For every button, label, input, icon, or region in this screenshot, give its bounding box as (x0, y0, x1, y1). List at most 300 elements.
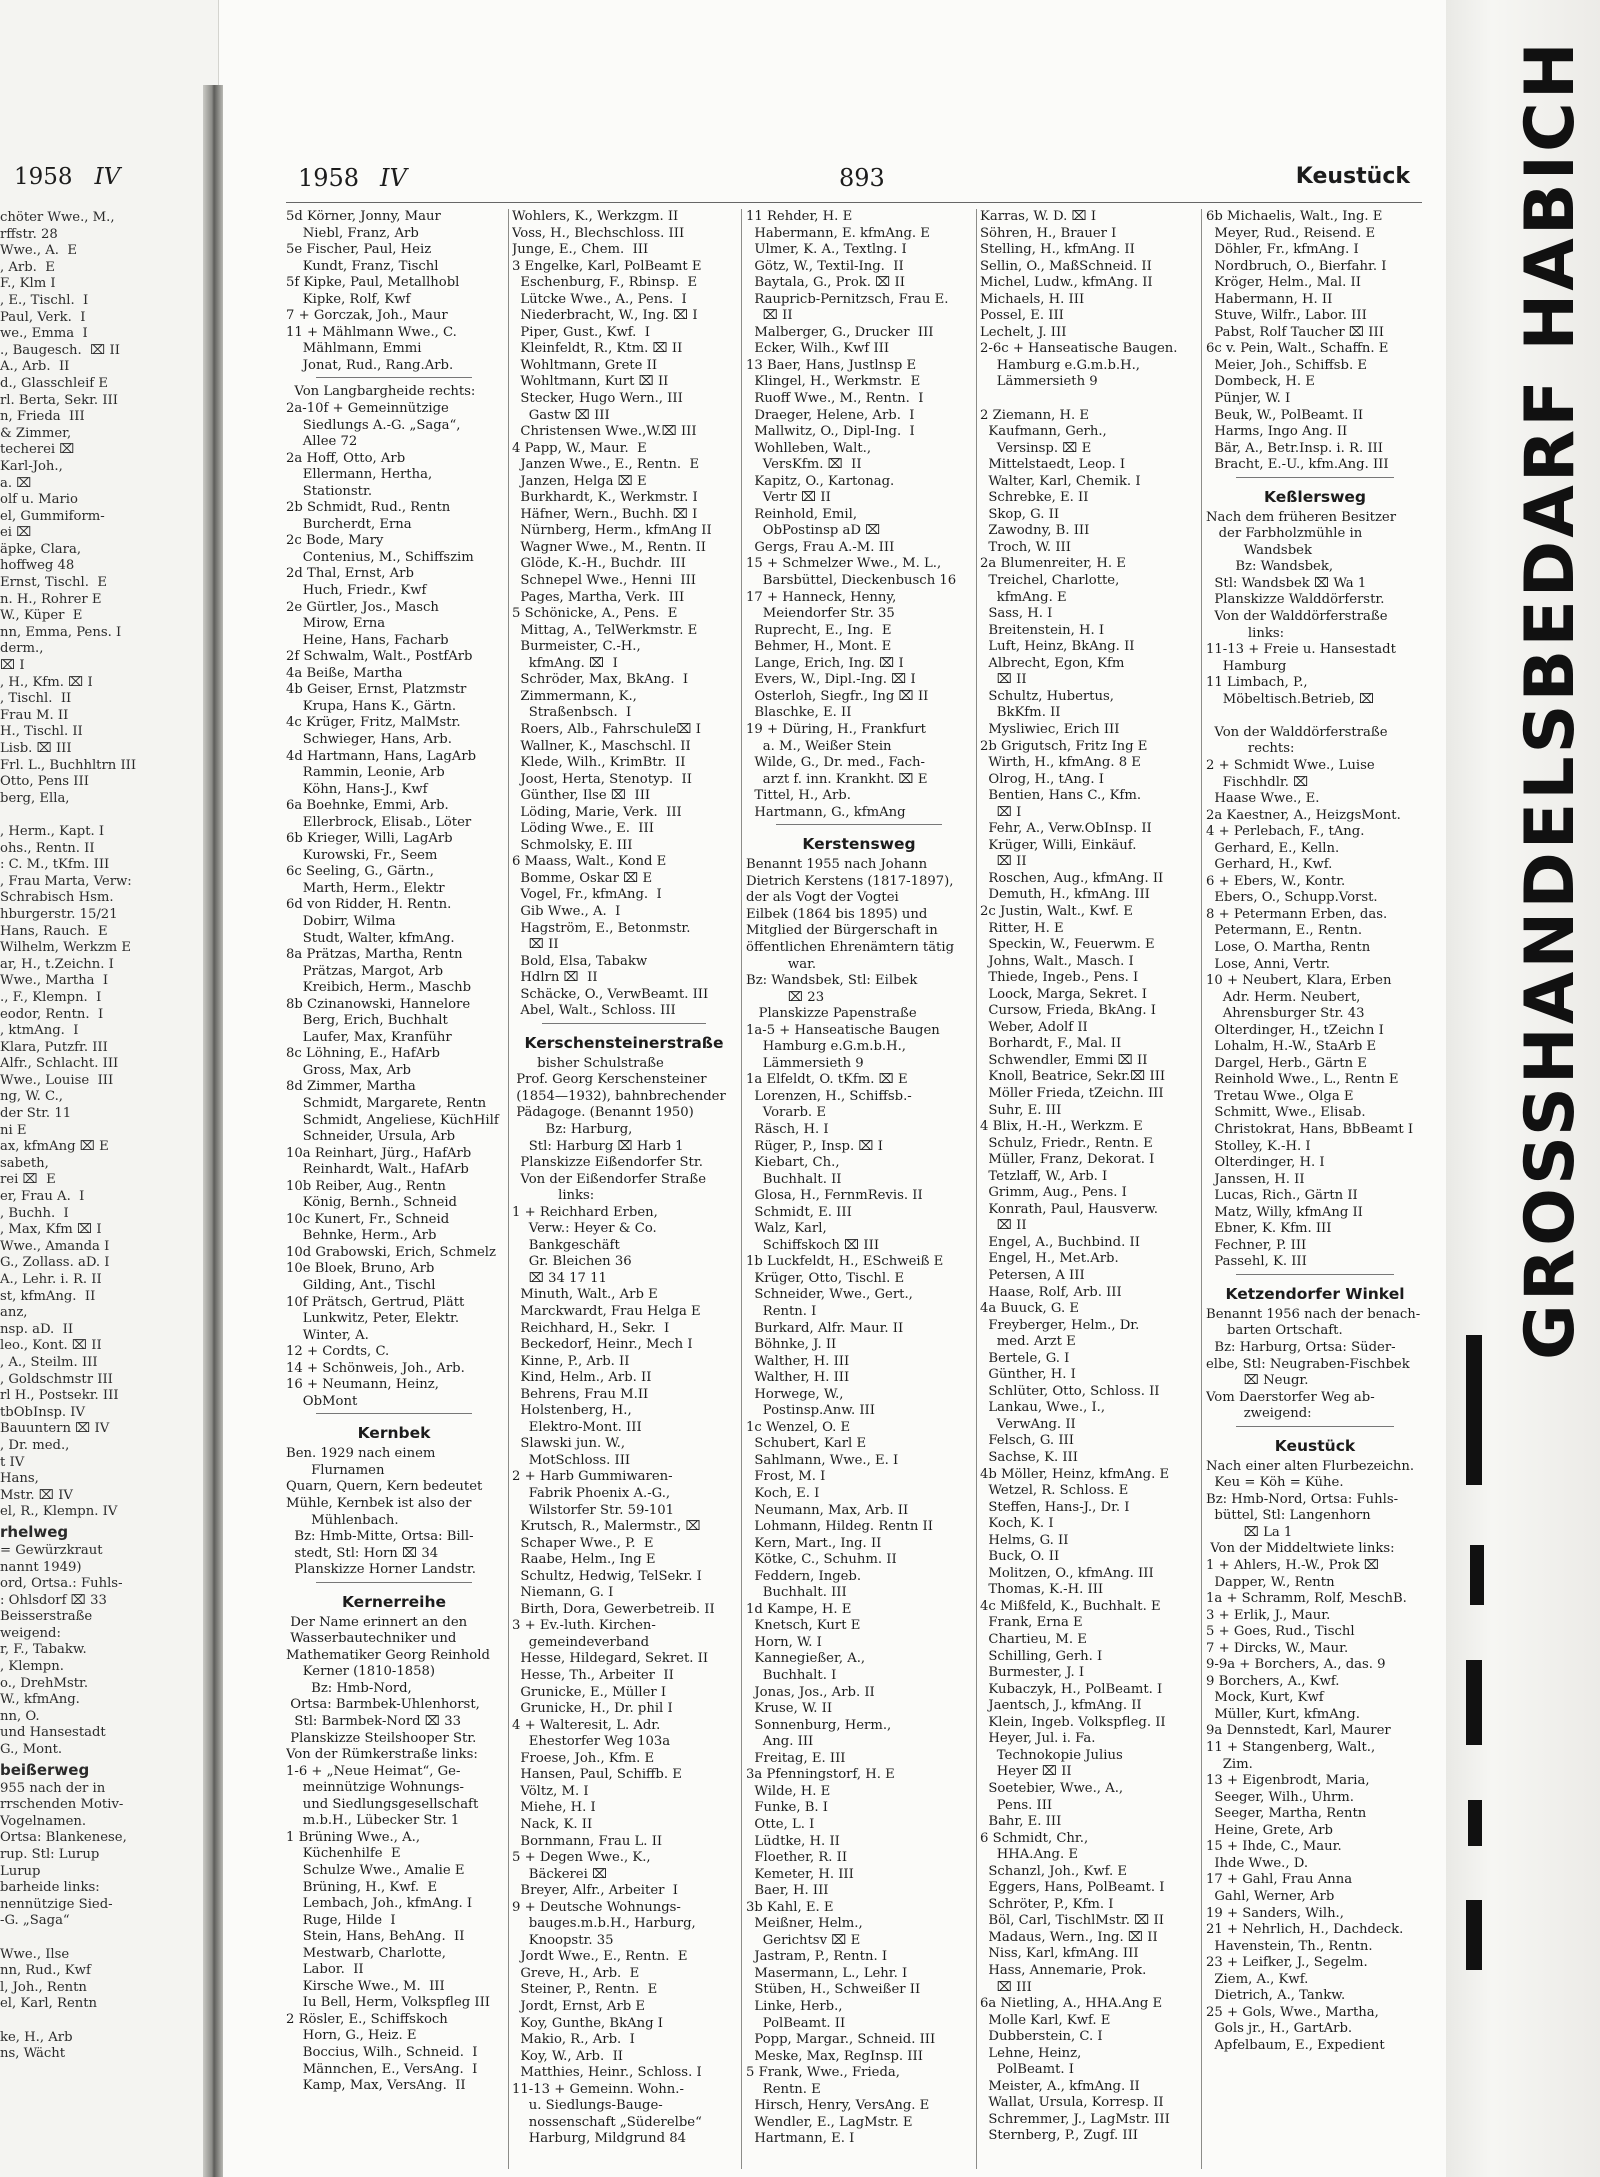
directory-line: Lohmann, Hildeg. Rentn II (746, 1519, 933, 1535)
directory-line: Loock, Marga, Sekret. I (980, 986, 1147, 1002)
directory-line: Günther, Ilse ⌧ III (512, 788, 651, 804)
directory-line: Lunkwitz, Peter, Elektr. (286, 1311, 460, 1327)
directory-line: Demuth, H., kfmAng. III (980, 887, 1150, 903)
directory-line: Johns, Walt., Masch. I (980, 953, 1134, 969)
directory-line: 4 + Walteresit, L. Adr. (512, 1717, 661, 1733)
directory-line: Rentn. E (746, 2081, 821, 2097)
directory-line: Hamburg (1206, 658, 1287, 674)
directory-line: Pünjer, W. I (1206, 391, 1291, 407)
directory-line: Gr. Bleichen 36 (512, 1254, 632, 1270)
directory-line: Baer, H. III (746, 1883, 829, 1899)
directory-line: Wallat, Ursula, Korresp. II (980, 2095, 1164, 2111)
directory-line (1206, 708, 1424, 725)
directory-line: Wetzel, R. Schloss. E (980, 1483, 1129, 1499)
left-page-line: el, R., Klempn. IV (0, 1504, 118, 1520)
directory-line: 11 Limbach, P., (1206, 675, 1308, 691)
left-page-line: , Frau Marta, Verw: (0, 873, 132, 889)
directory-line: Schmolsky, E. III (512, 837, 633, 853)
left-page-line: Paul, Verk. I (0, 309, 86, 325)
directory-line: Ziem, A., Kwf. (1206, 1971, 1309, 1987)
directory-line: Malberger, G., Drucker III (746, 324, 934, 340)
directory-line: Bahr, E. III (980, 1814, 1062, 1830)
directory-line: Elektro-Mont. III (512, 1419, 642, 1435)
directory-line: elbe, Stl: Neugraben-Fischbek (1206, 1356, 1410, 1372)
directory-line: 23 + Leifker, J., Segelm. (1206, 1955, 1368, 1971)
directory-line: Bracht, E.-U., kfm.Ang. III (1206, 457, 1389, 473)
directory-line: 2c Bode, Mary (286, 533, 384, 549)
left-page-header (14, 164, 120, 190)
left-page-line: Ortsa: Blankenese, (0, 1830, 127, 1846)
directory-line: 2d Thal, Ernst, Arb (286, 566, 414, 582)
directory-line: 8d Zimmer, Martha (286, 1079, 416, 1095)
directory-line: Schäcke, O., VerwBeamt. III (512, 986, 709, 1002)
directory-line: Verw.: Heyer & Co. (512, 1221, 657, 1237)
directory-line: Wagner Wwe., M., Rentn. II (512, 539, 707, 555)
directory-line: Laufer, Max, Kranführ (286, 1029, 452, 1045)
directory-line: 3 + Erlik, J., Maur. (1206, 1607, 1331, 1623)
left-page-line: F., Klm I (0, 276, 56, 292)
directory-line: Ecker, Wilh., Kwf III (746, 341, 890, 357)
directory-line: Lucas, Rich., Gärtn II (1206, 1188, 1358, 1204)
directory-line: Ellerbrock, Elisab., Löter (286, 814, 472, 830)
directory-line: Bär, A., Betr.Insp. i. R. III (1206, 440, 1383, 456)
left-page-line: barheide links: (0, 1880, 100, 1896)
left-page-line: o., DrehMstr. (0, 1675, 89, 1691)
left-page-line: G., Zollass. aD. I (0, 1255, 110, 1271)
directory-line: Schubert, Karl E (746, 1436, 867, 1452)
directory-line: Koy, W., Arb. II (512, 2048, 623, 2064)
directory-line: Ang. III (746, 1734, 814, 1750)
directory-line: Heine, Hans, Facharb (286, 632, 449, 648)
directory-line: Hesse, Hildegard, Sekret. II (512, 1651, 709, 1667)
directory-line: stedt, Stl: Horn ⌧ 34 (286, 1545, 439, 1561)
directory-line: Flurnamen (286, 1462, 385, 1478)
left-page-line: : Ohlsdorf ⌧ 33 (0, 1592, 107, 1608)
directory-line: Possel, E. III (980, 308, 1064, 324)
directory-line: Burcherdt, Erna (286, 516, 412, 532)
directory-line: Dargel, Herb., Gärtn E (1206, 1055, 1367, 1071)
left-page-line: rffstr. 28 (0, 226, 58, 242)
directory-line: 4d Hartmann, Hans, LagArb (286, 748, 477, 764)
directory-line: Siedlungs A.-G. „Saga“, (286, 417, 461, 433)
left-page-line: rl. Berta, Sekr. III (0, 392, 118, 408)
directory-line: Mühlenbach. (286, 1512, 399, 1528)
directory-line: Gross, Max, Arb (286, 1062, 411, 1078)
directory-line: Michel, Ludw., kfmAng. II (980, 275, 1153, 291)
left-page-line: Schrabisch Hsm. (0, 890, 114, 906)
book-gutter (203, 85, 223, 2177)
directory-line: Grunicke, H., Dr. phil I (512, 1701, 673, 1717)
directory-line: Burkhardt, K., Werkmstr. I (512, 490, 698, 506)
directory-line: Vorarb. E (746, 1105, 826, 1121)
directory-line: Reinhardt, Walt., HafArb (286, 1162, 469, 1178)
directory-line: Jordt, Ernst, Arb E (512, 1998, 646, 2014)
left-page-line: rei ⌧ E (0, 1172, 56, 1188)
directory-line: Sonnenburg, Herm., (746, 1717, 892, 1733)
directory-line: Von der Walddörferstraße (1206, 609, 1388, 625)
left-page-line: berg, Ella, (0, 790, 70, 806)
left-page-line: el, Gummiform- (0, 508, 105, 524)
directory-line: 2e Gürtler, Jos., Masch (286, 599, 439, 615)
directory-line: Wohlers, K., Werkzgm. II (512, 209, 679, 224)
directory-line: Schilling, Gerh. I (980, 1648, 1103, 1664)
directory-line: Janzen Wwe., E., Rentn. E (512, 457, 700, 473)
directory-line: 25 + Gols, Wwe., Martha, (1206, 2004, 1379, 2020)
directory-line: Petersen, A III (980, 1268, 1085, 1283)
directory-line: Matthies, Heinr., Schloss. I (512, 2065, 702, 2081)
directory-line: Kern, Mart., Ing. II (746, 1535, 882, 1551)
directory-line: 2f Schwalm, Walt., PostfArb (286, 649, 473, 665)
directory-line: Labor. II (286, 1962, 364, 1978)
section-rule (1236, 1426, 1394, 1427)
directory-line: Wohlleben, Walt., (746, 440, 872, 456)
street-heading: Kerschensteinerstraße (524, 1033, 724, 1052)
directory-line: Behmer, H., Mont. E (746, 639, 892, 655)
directory-line: 5 Schönicke, A., Pens. E (512, 606, 678, 622)
directory-line: Felsch, G. III (980, 1433, 1074, 1449)
directory-line: Lütcke Wwe., A., Pens. I (512, 291, 687, 307)
left-page (0, 0, 219, 2177)
left-page-line: und Hansestadt (0, 1725, 106, 1741)
left-page-line: -G. „Saga“ (0, 1913, 70, 1929)
directory-line: Lorenzen, H., Schiffsb.- (746, 1088, 912, 1104)
directory-line: Tetzlaff, W., Arb. I (980, 1168, 1108, 1184)
directory-line: 9 + Deutsche Wohnungs- (512, 1899, 681, 1915)
directory-line: Floether, R. II (746, 1850, 848, 1866)
left-page-line: t IV (0, 1454, 25, 1470)
directory-line: Nürnberg, Herm., kfmAng II (512, 523, 712, 539)
section-rule (1236, 1274, 1394, 1275)
directory-line: Niederbracht, W., Ing. ⌧ I (512, 308, 698, 324)
directory-line: Walther, H. III (746, 1353, 850, 1369)
left-page-line: , Buchh. I (0, 1205, 69, 1221)
directory-line: Bz: Wandsbek, (1206, 559, 1334, 575)
directory-line: Heine, Grete, Arb (1206, 1822, 1333, 1838)
directory-line: Hagström, E., Betonmstr. (512, 920, 691, 936)
left-page-line: Karl-Joh., (0, 458, 63, 474)
left-page-line: 955 nach der in (0, 1780, 106, 1796)
directory-line: Olterdinger, H., tZeichn I (1206, 1022, 1384, 1038)
street-heading: Kernbek (357, 1424, 431, 1443)
directory-line: Beuk, W., PolBeamt. II (1206, 407, 1364, 423)
directory-line: Harms, Ingo Ang. II (1206, 424, 1348, 440)
directory-line: 11-13 + Gemeinn. Wohn.- (512, 2081, 684, 2097)
directory-line: Ellermann, Hertha, (286, 467, 433, 483)
left-page-line: ei ⌧ (0, 525, 32, 541)
directory-line: Koch, E. I (746, 1486, 820, 1502)
directory-line: Haase, Rolf, Arb. III (980, 1284, 1122, 1300)
directory-line: Vogel, Fr., kfmAng. I (512, 887, 662, 903)
directory-line: 10c Kunert, Fr., Schneid (286, 1211, 450, 1227)
directory-line: Passehl, K. III (1206, 1254, 1307, 1270)
directory-line: 6b Krieger, Willi, LagArb (286, 831, 453, 847)
directory-line: Gib Wwe., A. I (512, 903, 621, 919)
directory-line: Neumann, Max, Arb. II (746, 1502, 909, 1518)
directory-line: Vertr ⌧ II (746, 490, 831, 506)
directory-line: 6 + Ebers, W., Kontr. (1206, 873, 1346, 889)
directory-line: Rentn. I (746, 1304, 817, 1319)
directory-line: Gols jr., H., GartArb. (1206, 2021, 1353, 2037)
directory-line: 8b Czinanowski, Hannelore (286, 996, 471, 1012)
left-page-line: der Str. 11 (0, 1106, 72, 1122)
left-page-line: n. H., Rohrer E (0, 591, 102, 607)
directory-line: 10a Reinhart, Jürg., HafArb (286, 1145, 472, 1161)
directory-line: Rammin, Leonie, Arb (286, 765, 445, 781)
directory-line: Hansen, Paul, Schiffb. E (512, 1767, 682, 1783)
directory-line: 11 + Stangenberg, Walt., (1206, 1740, 1376, 1756)
section-rule (1236, 477, 1394, 478)
directory-line: Blaschke, E. II (746, 705, 852, 721)
left-page-line: ar, H., t.Zeichn. I (0, 956, 114, 972)
directory-line: Müller, Franz, Dekorat. I (980, 1152, 1155, 1168)
directory-line: Gilding, Ant., Tischl (286, 1278, 436, 1293)
directory-line: Kötke, C., Schuhm. II (746, 1552, 897, 1568)
directory-line: Brüning, H., Kwf. E (286, 1879, 438, 1895)
directory-line: Habermann, H. II (1206, 291, 1333, 307)
directory-line: 2c Justin, Walt., Kwf. E (980, 903, 1133, 919)
left-page-line (0, 1930, 200, 1947)
left-page-line (0, 807, 200, 824)
directory-line: Zim. (1206, 1756, 1253, 1772)
directory-line: Mathematiker Georg Reinhold (286, 1647, 490, 1663)
directory-line: meinnützige Wohnungs- (286, 1780, 464, 1796)
directory-line: Kerner (1810-1858) (286, 1664, 436, 1680)
directory-line: Planskizze Papenstraße (746, 1006, 917, 1022)
directory-line: Sachse, K. III (980, 1450, 1078, 1466)
directory-line: Bold, Elsa, Tabakw (512, 953, 648, 969)
directory-line: Ihde Wwe., D. (1206, 1855, 1309, 1871)
directory-line: Möller Frieda, tZeichn. III (980, 1085, 1164, 1101)
directory-line: Der Name erinnert an den (286, 1614, 468, 1630)
directory-line: 11 + Mählmann Wwe., C. (286, 324, 457, 340)
directory-line: Jaentsch, J., kfmAng. II (980, 1698, 1142, 1714)
left-page-line: hoffweg 48 (0, 558, 75, 574)
directory-line: Hdlrn ⌧ II (512, 970, 598, 986)
directory-line: 13 Baer, Hans, Justlnsp E (746, 357, 917, 373)
directory-line: Schrebke, E. II (980, 490, 1089, 506)
left-page-year: 1958 (14, 164, 73, 190)
directory-line: ⌧ I (980, 804, 1022, 820)
directory-line: Michaels, H. III (980, 291, 1085, 307)
left-page-line: , Goldschmstr III (0, 1371, 113, 1387)
directory-line: Bz: Harburg, (512, 1121, 633, 1137)
directory-line: kfmAng. E (980, 589, 1067, 605)
directory-line: Seeger, Wilh., Uhrm. (1206, 1789, 1354, 1805)
directory-line: PolBeamt. II (746, 2015, 846, 2031)
directory-line: Nordbruch, O., Bierfahr. I (1206, 258, 1387, 274)
left-page-line: , E., Tischl. I (0, 292, 89, 308)
directory-line: 1a + Schramm, Rolf, MeschB. (1206, 1591, 1407, 1607)
left-page-line: olf u. Mario (0, 492, 78, 508)
directory-line: Winter, A. (286, 1327, 369, 1343)
directory-line: Fehr, A., Verw.ObInsp. II (980, 821, 1152, 837)
directory-line: Klede, Wilh., KrimBtr. II (512, 755, 686, 771)
directory-line: Technokopie Julius (980, 1747, 1123, 1763)
directory-line: 1 + Ahlers, H.-W., Prok ⌧ (1206, 1558, 1380, 1574)
directory-line: Jonas, Jos., Arb. II (746, 1684, 875, 1700)
directory-line: Krüger, Otto, Tischl. E (746, 1270, 905, 1286)
left-page-line: ni E (0, 1122, 27, 1138)
directory-line: Minuth, Walt., Arb E (512, 1287, 658, 1303)
directory-line: 3a Pfenningstorf, H. E (746, 1767, 895, 1783)
column-5 (1206, 209, 1424, 2169)
column-3 (746, 209, 972, 2169)
directory-line: Beckedorf, Heinr., Mech I (512, 1337, 693, 1353)
directory-line: Lüdtke, H. II (746, 1833, 840, 1849)
directory-line: a. M., Weißer Stein (746, 738, 892, 754)
directory-line: Von der Walddörferstraße (1206, 724, 1388, 740)
directory-line: 9a Dennstedt, Karl, Maurer (1206, 1723, 1391, 1739)
directory-line: Voss, H., Blechschloss. III (512, 225, 685, 241)
directory-line: 6a Boehnke, Emmi, Arb. (286, 798, 449, 814)
directory-line: Vom Daerstorfer Weg ab- (1206, 1389, 1375, 1405)
directory-line: Lose, O. Martha, Rentn (1206, 939, 1371, 955)
left-page-line: ., Baugesch. ⌧ II (0, 342, 120, 358)
directory-line: 13 + Eigenbrodt, Maria, (1206, 1773, 1370, 1789)
directory-line: Krüger, Willi, Einkäuf. (980, 837, 1137, 853)
directory-line: 11-13 + Freie u. Hansestadt (1206, 642, 1396, 658)
directory-line: Lohalm, H.-W., StaArb E (1206, 1039, 1377, 1055)
directory-line: Wohltmann, Grete II (512, 357, 658, 373)
directory-line: Adr. Herm. Neubert, (1206, 989, 1361, 1005)
directory-line: Christensen Wwe.,W.⌧ III (512, 424, 697, 440)
directory-line: Meier, Joh., Schiffsb. E (1206, 357, 1367, 373)
left-page-line: tbObInsp. IV (0, 1404, 86, 1420)
directory-line: 2a Kaestner, A., HeizgsMont. (1206, 807, 1401, 823)
directory-line: Steffen, Hans-J., Dr. I (980, 1499, 1130, 1515)
directory-line: gemeindeverband (512, 1634, 650, 1650)
left-page-line: derm., (0, 641, 44, 657)
directory-line: Walther, H. III (746, 1370, 850, 1386)
directory-line: Reinhold Wwe., L., Rentn E (1206, 1072, 1399, 1088)
directory-line: Straßenbsch. I (512, 705, 632, 721)
left-page-line: ohs., Rentn. II (0, 840, 95, 856)
directory-line: Gahl, Werner, Arb (1206, 1888, 1335, 1904)
directory-line: Draeger, Helene, Arb. I (746, 407, 915, 423)
directory-line: Jonat, Rud., Rang.Arb. (286, 357, 454, 373)
left-page-line: Otto, Pens III (0, 774, 89, 790)
left-page-line (0, 2013, 200, 2030)
left-page-line: Mstr. ⌧ IV (0, 1487, 73, 1503)
directory-line: Suhr, E. III (980, 1102, 1062, 1118)
directory-line: König, Bernh., Schneid (286, 1195, 457, 1211)
directory-line: 8c Löhning, E., HafArb (286, 1046, 440, 1062)
directory-line: Horn, W. I (746, 1634, 822, 1650)
directory-line: 9 Borchers, A., Kwf. (1206, 1673, 1340, 1689)
directory-line: nossenschaft „Süderelbe“ (512, 2114, 702, 2130)
left-page-line: , ktmAng. I (0, 1023, 79, 1039)
left-page-line: Wwe., Ilse (0, 1946, 70, 1962)
directory-line: Borhardt, F., Mal. II (980, 1036, 1122, 1052)
left-page-line: l, Joh., Rentn (0, 1979, 87, 1995)
directory-line: Schneider, Wwe., Gert., (746, 1287, 913, 1303)
directory-line: Baytala, G., Prok. ⌧ II (746, 275, 905, 291)
directory-line: 5f Kipke, Paul, Metallhobl (286, 275, 460, 291)
directory-line: ⌧ II (746, 308, 793, 324)
page-header (298, 164, 1416, 198)
directory-line: Kind, Helm., Arb. II (512, 1370, 652, 1386)
directory-line: Lehne, Heinz, (980, 2045, 1082, 2061)
directory-line: Kruse, W. II (746, 1701, 833, 1717)
directory-line: 5 + Goes, Rud., Tischl (1206, 1624, 1355, 1640)
left-page-line: ax, kfmAng ⌧ E (0, 1139, 109, 1155)
left-page-line: Alfr., Schlacht. III (0, 1056, 119, 1072)
directory-line: 15 + Ihde, C., Maur. (1206, 1839, 1342, 1855)
page-year: 1958 (298, 164, 360, 192)
directory-line: Popp, Margar., Schneid. III (746, 2032, 936, 2048)
directory-line: 14 + Schönweis, Joh., Arb. (286, 1360, 465, 1376)
left-page-line: : C. M., tKfm. III (0, 857, 110, 873)
directory-line: ⌧ II (512, 937, 559, 953)
directory-line: Sahlmann, Wwe., E. I (746, 1452, 899, 1468)
directory-line: Fechner, P. III (1206, 1237, 1307, 1253)
directory-line: Breyer, Alfr., Arbeiter I (512, 1883, 679, 1899)
left-page-line: anz, (0, 1305, 28, 1321)
directory-line: Schanzl, Joh., Kwf. E (980, 1863, 1128, 1879)
left-page-line: ., F., Klempn. I (0, 989, 102, 1005)
directory-line: Hesse, Th., Arbeiter II (512, 1668, 674, 1684)
directory-line: Harburg, Mildgrund 84 (512, 2131, 687, 2147)
directory-line: Funke, B. I (746, 1800, 828, 1816)
directory-line: Lose, Anni, Vertr. (1206, 956, 1330, 972)
directory-line: 2 + Harb Gummiwaren- (512, 1469, 673, 1485)
directory-line: war. (746, 956, 817, 972)
directory-line: 5 Frank, Wwe., Frieda, (746, 2065, 900, 2081)
directory-line: Gerhard, E., Kelln. (1206, 840, 1340, 856)
directory-line: Nack, K. II (512, 1816, 593, 1832)
directory-line: Iu Bell, Herm, Volkspfleg III (286, 1995, 491, 2011)
directory-line: Bz: Hmb-Nord, Ortsa: Fuhls- (1206, 1491, 1399, 1507)
directory-line: Skop, G. II (980, 506, 1060, 522)
directory-line: Frank, Erna E (980, 1615, 1083, 1631)
directory-line: ⌧ II (980, 854, 1027, 870)
directory-line: PolBeamt. I (980, 2062, 1075, 2078)
directory-line: Schmidt, E. III (746, 1204, 852, 1220)
directory-line: Konrath, Paul, Hausverw. (980, 1201, 1158, 1217)
directory-line: ⌧ II (980, 672, 1027, 688)
directory-line: ⌧ Neugr. (1206, 1373, 1309, 1389)
directory-line: 4b Geiser, Ernst, Platzmstr (286, 682, 467, 698)
directory-line: Burmeister, C.-H., (512, 639, 641, 655)
section-rule (316, 1413, 472, 1414)
directory-line: 1 Brüning Wwe., A., (286, 1829, 421, 1845)
left-page-line: , Max, Kfm ⌧ I (0, 1222, 102, 1238)
directory-line: Kiebart, Ch., (746, 1155, 840, 1171)
directory-line: Jastram, P., Rentn. I (746, 1949, 888, 1965)
directory-line: Ruoff Wwe., M., Rentn. I (746, 391, 924, 407)
left-page-line: , Tischl. II (0, 691, 72, 707)
directory-line: Zimmermann, K., (512, 688, 637, 704)
directory-line: Bäckerei ⌧ (512, 1866, 608, 1882)
directory-line: Stecker, Hugo Wern., III (512, 391, 683, 407)
directory-line: Stl: Harburg ⌧ Harb 1 (512, 1138, 684, 1154)
directory-line: Makio, R., Arb. I (512, 2032, 635, 2048)
column-4 (980, 209, 1196, 2169)
left-page-text (0, 210, 200, 2063)
left-page-line: , Klempn. (0, 1659, 64, 1675)
directory-line: Kemeter, H. III (746, 1866, 854, 1882)
directory-line: 19 + Sanders, Wilh., (1206, 1905, 1344, 1921)
directory-line: Völtz, M. I (512, 1783, 589, 1799)
left-page-line: nn, Rud., Kwf (0, 1963, 91, 1979)
directory-line: Kannegießer, A., (746, 1651, 866, 1667)
directory-line: Bz: Hmb-Nord, (286, 1680, 412, 1696)
directory-line: Otte, L. I (746, 1816, 815, 1832)
directory-line: Glöde, K.-H., Buchdr. III (512, 556, 686, 572)
directory-line: Olterdinger, H. I (1206, 1155, 1325, 1171)
directory-line: 2a Blumenreiter, H. E (980, 556, 1126, 572)
directory-line: Lämmersieth 9 (980, 374, 1098, 390)
